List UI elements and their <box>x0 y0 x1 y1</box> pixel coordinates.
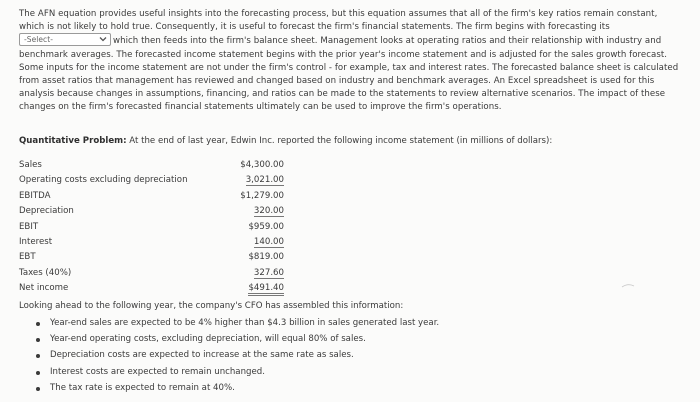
assumption-text: Interest costs are expected to remain unchanged. <box>50 366 265 377</box>
assumption-text: The tax rate is expected to remain at 40%. <box>50 382 235 393</box>
paragraph-line: The AFN equation provides useful insights into the forecasting process, but this equation assumes that all of the firm's key ratios remain constant, <box>19 9 658 19</box>
paragraph-line: changes on the firm's forecasted financial statements ultimately can be used to improve the firm's operations. <box>19 102 502 113</box>
intro-paragraph <box>19 8 689 115</box>
paragraph-line: Some inputs for the income statement are not under the firm's control - for example, tax and interest rates. The forecasted balance sheet is calculated <box>19 62 679 73</box>
income-row <box>19 160 319 175</box>
income-statement-table <box>19 160 319 299</box>
paragraph-line: which is not likely to hold true. Consequently, it is useful to forecast the firm's financial statements. The firm begins with forecasting its <box>19 22 610 33</box>
assumption-item <box>36 367 439 383</box>
income-row <box>19 175 319 190</box>
income-row-value: $1,279.00 <box>240 190 284 201</box>
chevron-down-icon <box>98 34 108 44</box>
assumption-text: Year-end sales are expected to be 4% higher than $4.3 billion in sales generated last year. <box>50 318 440 328</box>
income-row-label: EBITDA <box>19 190 51 201</box>
paragraph-line: benchmark averages. The forecasted income statement begins with the prior year's income statement and is adjusted for the sales growth forecast. <box>19 49 668 60</box>
lookahead-text: Looking ahead to the following year, the company's CFO has assembled this information: <box>19 301 404 311</box>
income-row-label: EBIT <box>19 221 39 232</box>
assumption-item <box>36 383 439 399</box>
problem-heading <box>19 136 552 146</box>
income-row-label: Operating costs excluding depreciation <box>19 175 188 186</box>
assumption-item <box>36 318 439 334</box>
income-row-label: Taxes (40%) <box>19 267 72 278</box>
income-row <box>19 268 319 283</box>
income-row <box>19 237 319 252</box>
problem-label: Quantitative Problem: <box>19 136 127 146</box>
income-row-value: $959.00 <box>248 221 284 232</box>
stray-mark <box>620 280 640 290</box>
income-row-value: 327.60 <box>253 267 284 278</box>
bullet-icon <box>36 371 40 375</box>
income-row-value: 140.00 <box>253 236 284 247</box>
assumption-text: Year-end operating costs, excluding depreciation, will equal 80% of sales. <box>50 334 366 345</box>
bullet-icon <box>36 322 40 326</box>
income-row-value: 320.00 <box>253 206 284 217</box>
income-row-value: 3,021.00 <box>245 175 284 186</box>
paragraph-line: which then feeds into the firm's balance sheet. Management looks at operating ratios and their relationship with industry and <box>113 36 662 47</box>
income-row-value: $819.00 <box>248 252 284 263</box>
assumption-item <box>36 350 439 366</box>
cfo-assumptions-list <box>36 318 439 399</box>
bullet-icon <box>36 354 40 358</box>
income-row-label: Net income <box>19 283 69 294</box>
income-row-value: $4,300.00 <box>240 160 284 170</box>
paragraph-line: from asset ratios that management has reviewed and changed based on industry and benchmark averages. An Excel spreadsheet is used for this <box>19 76 655 87</box>
income-row <box>19 252 319 267</box>
income-row-label: EBT <box>19 252 36 263</box>
income-row <box>19 283 319 298</box>
select-value: -Select- <box>24 35 53 45</box>
income-row <box>19 206 319 221</box>
income-row <box>19 191 319 206</box>
forecast-select-dropdown[interactable] <box>19 33 111 46</box>
income-row-label: Interest <box>19 236 53 247</box>
bullet-icon <box>36 387 40 391</box>
paragraph-line-with-select <box>19 34 689 48</box>
income-row-label: Sales <box>19 160 42 170</box>
income-row-value: $491.40 <box>248 283 284 296</box>
problem-text: At the end of last year, Edwin Inc. reported the following income statement (in millions of dollars): <box>129 136 553 146</box>
paragraph-line: analysis because changes in assumptions, financing, and ratios can be made to the statements to review alternative scenarios. The impact of these <box>19 89 666 100</box>
assumption-text: Depreciation costs are expected to increase at the same rate as sales. <box>50 350 354 361</box>
bullet-icon <box>36 338 40 342</box>
assumption-item <box>36 334 439 350</box>
income-row <box>19 222 319 237</box>
income-row-label: Depreciation <box>19 206 74 217</box>
